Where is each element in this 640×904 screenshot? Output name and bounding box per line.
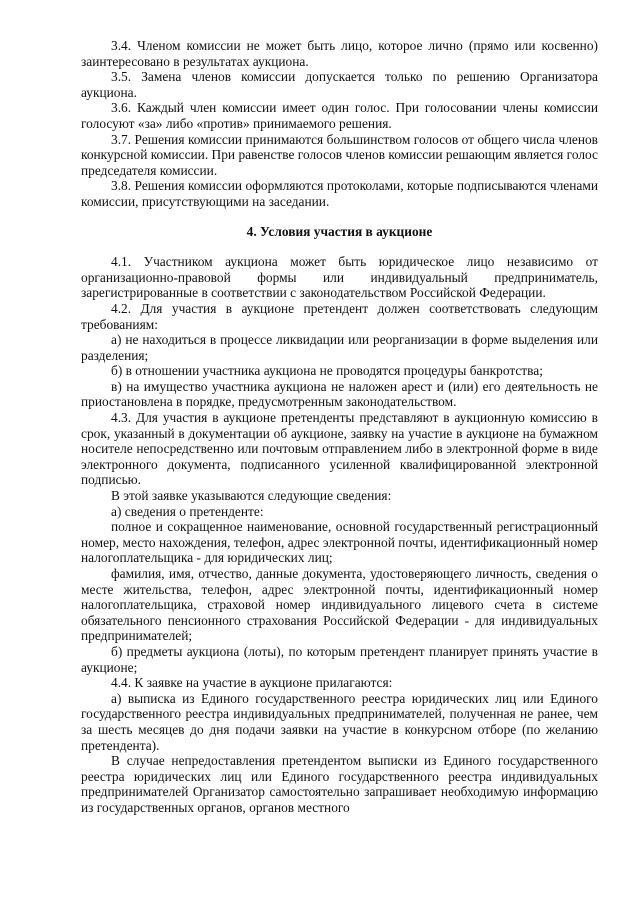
paragraph-4-4-note: В случае непредоставления претендентом выписки из Единого государственного реестра юридических лиц или Единого государственного реестра индивидуальных предпринимателей Организатор самостоятельно запрашивает необходимую информацию из государственных органов, органов местного (81, 753, 598, 815)
paragraph-4-3-intro: В этой заявке указываются следующие сведения: (111, 488, 392, 504)
paragraph-4-3: 4.3. Для участия в аукционе претенденты представляют в аукционную комиссию в срок, указанный в документации об аукционе, заявку на участие в аукционе на бумажном носителе непосредственно или почтовым отправлением либо в электронной форме в виде электронного документа, подписанного усиленной квалифицированной электронной подписью. (81, 410, 598, 488)
paragraph-4-3-legal-entities: полное и сокращенное наименование, основной государственный регистрационный номер, место нахождения, телефон, адрес электронной почты, идентификационный номер налогоплательщика - для юридических лиц; (81, 519, 598, 566)
paragraph-4-3-entrepreneurs: фамилия, имя, отчество, данные документа, удостоверяющего личность, сведения о месте жительства, телефон, адрес электронной почты, идентификационный номер налогоплательщика, страховой номер индивидуального лицевого счета в системе обязательного пенсионного страхования Российской Федерации - для индивидуальных предпринимателей; (81, 566, 598, 644)
paragraph-3-7: 3.7. Решения комиссии принимаются большинством голосов от общего числа членов конкурсной комиссии. При равенстве голосов членов комиссии решающим является голос председателя комиссии. (81, 131, 598, 178)
section-4-items (81, 254, 598, 815)
paragraph-4-2-a: а) не находиться в процессе ликвидации или реорганизации в форме выделения или разделения; (81, 332, 598, 363)
paragraph-3-6: 3.6. Каждый член комиссии имеет один голос. При голосовании члены комиссии голосуют «за» либо «против» принимаемого решения. (81, 100, 598, 131)
paragraph-4-2: 4.2. Для участия в аукционе претендент должен соответствовать следующим требованиям: (81, 300, 598, 332)
paragraph-4-4-a: а) выписка из Единого государственного реестра юридических лиц или Единого государственного реестра индивидуальных предпринимателей, полученная не ранее, чем за шесть месяцев до дня подачи заявки на участие в конкурсном отборе (по желанию претендента). (81, 690, 598, 753)
paragraph-4-2-v: в) на имущество участника аукциона не наложен арест и (или) его деятельность не приостановлена в порядке, предусмотренным законодательством. (81, 378, 598, 410)
paragraph-4-4: 4.4. К заявке на участие в аукционе прилагаются: (111, 675, 393, 691)
paragraph-3-4: 3.4. Членом комиссии не может быть лицо, которое лично (прямо или косвенно) заинтересовано в результатах аукциона. (81, 38, 598, 69)
paragraph-4-2-b: б) в отношении участника аукциона не проводятся процедуры банкротства; (111, 363, 543, 379)
section-3-items (81, 38, 598, 210)
paragraph-3-8: 3.8. Решения комиссии оформляются протоколами, которые подписываются членами комиссии, присутствующими на заседании. (81, 178, 598, 209)
paragraph-4-3-b: б) предметы аукциона (лоты), по которым претендент планирует принять участие в аукционе; (81, 643, 598, 675)
section-4-title: 4. Условия участия в аукционе (246, 223, 433, 239)
paragraph-4-1: 4.1. Участником аукциона может быть юридическое лицо независимо от организационно-правовой формы или индивидуальный предприниматель, зарегистрированные в соответствии с законодательством Российской Федерации. (81, 254, 598, 301)
paragraph-4-3-a: а) сведения о претенденте: (111, 503, 264, 519)
paragraph-3-5: 3.5. Замена членов комиссии допускается только по решению Организатора аукциона. (81, 69, 598, 100)
